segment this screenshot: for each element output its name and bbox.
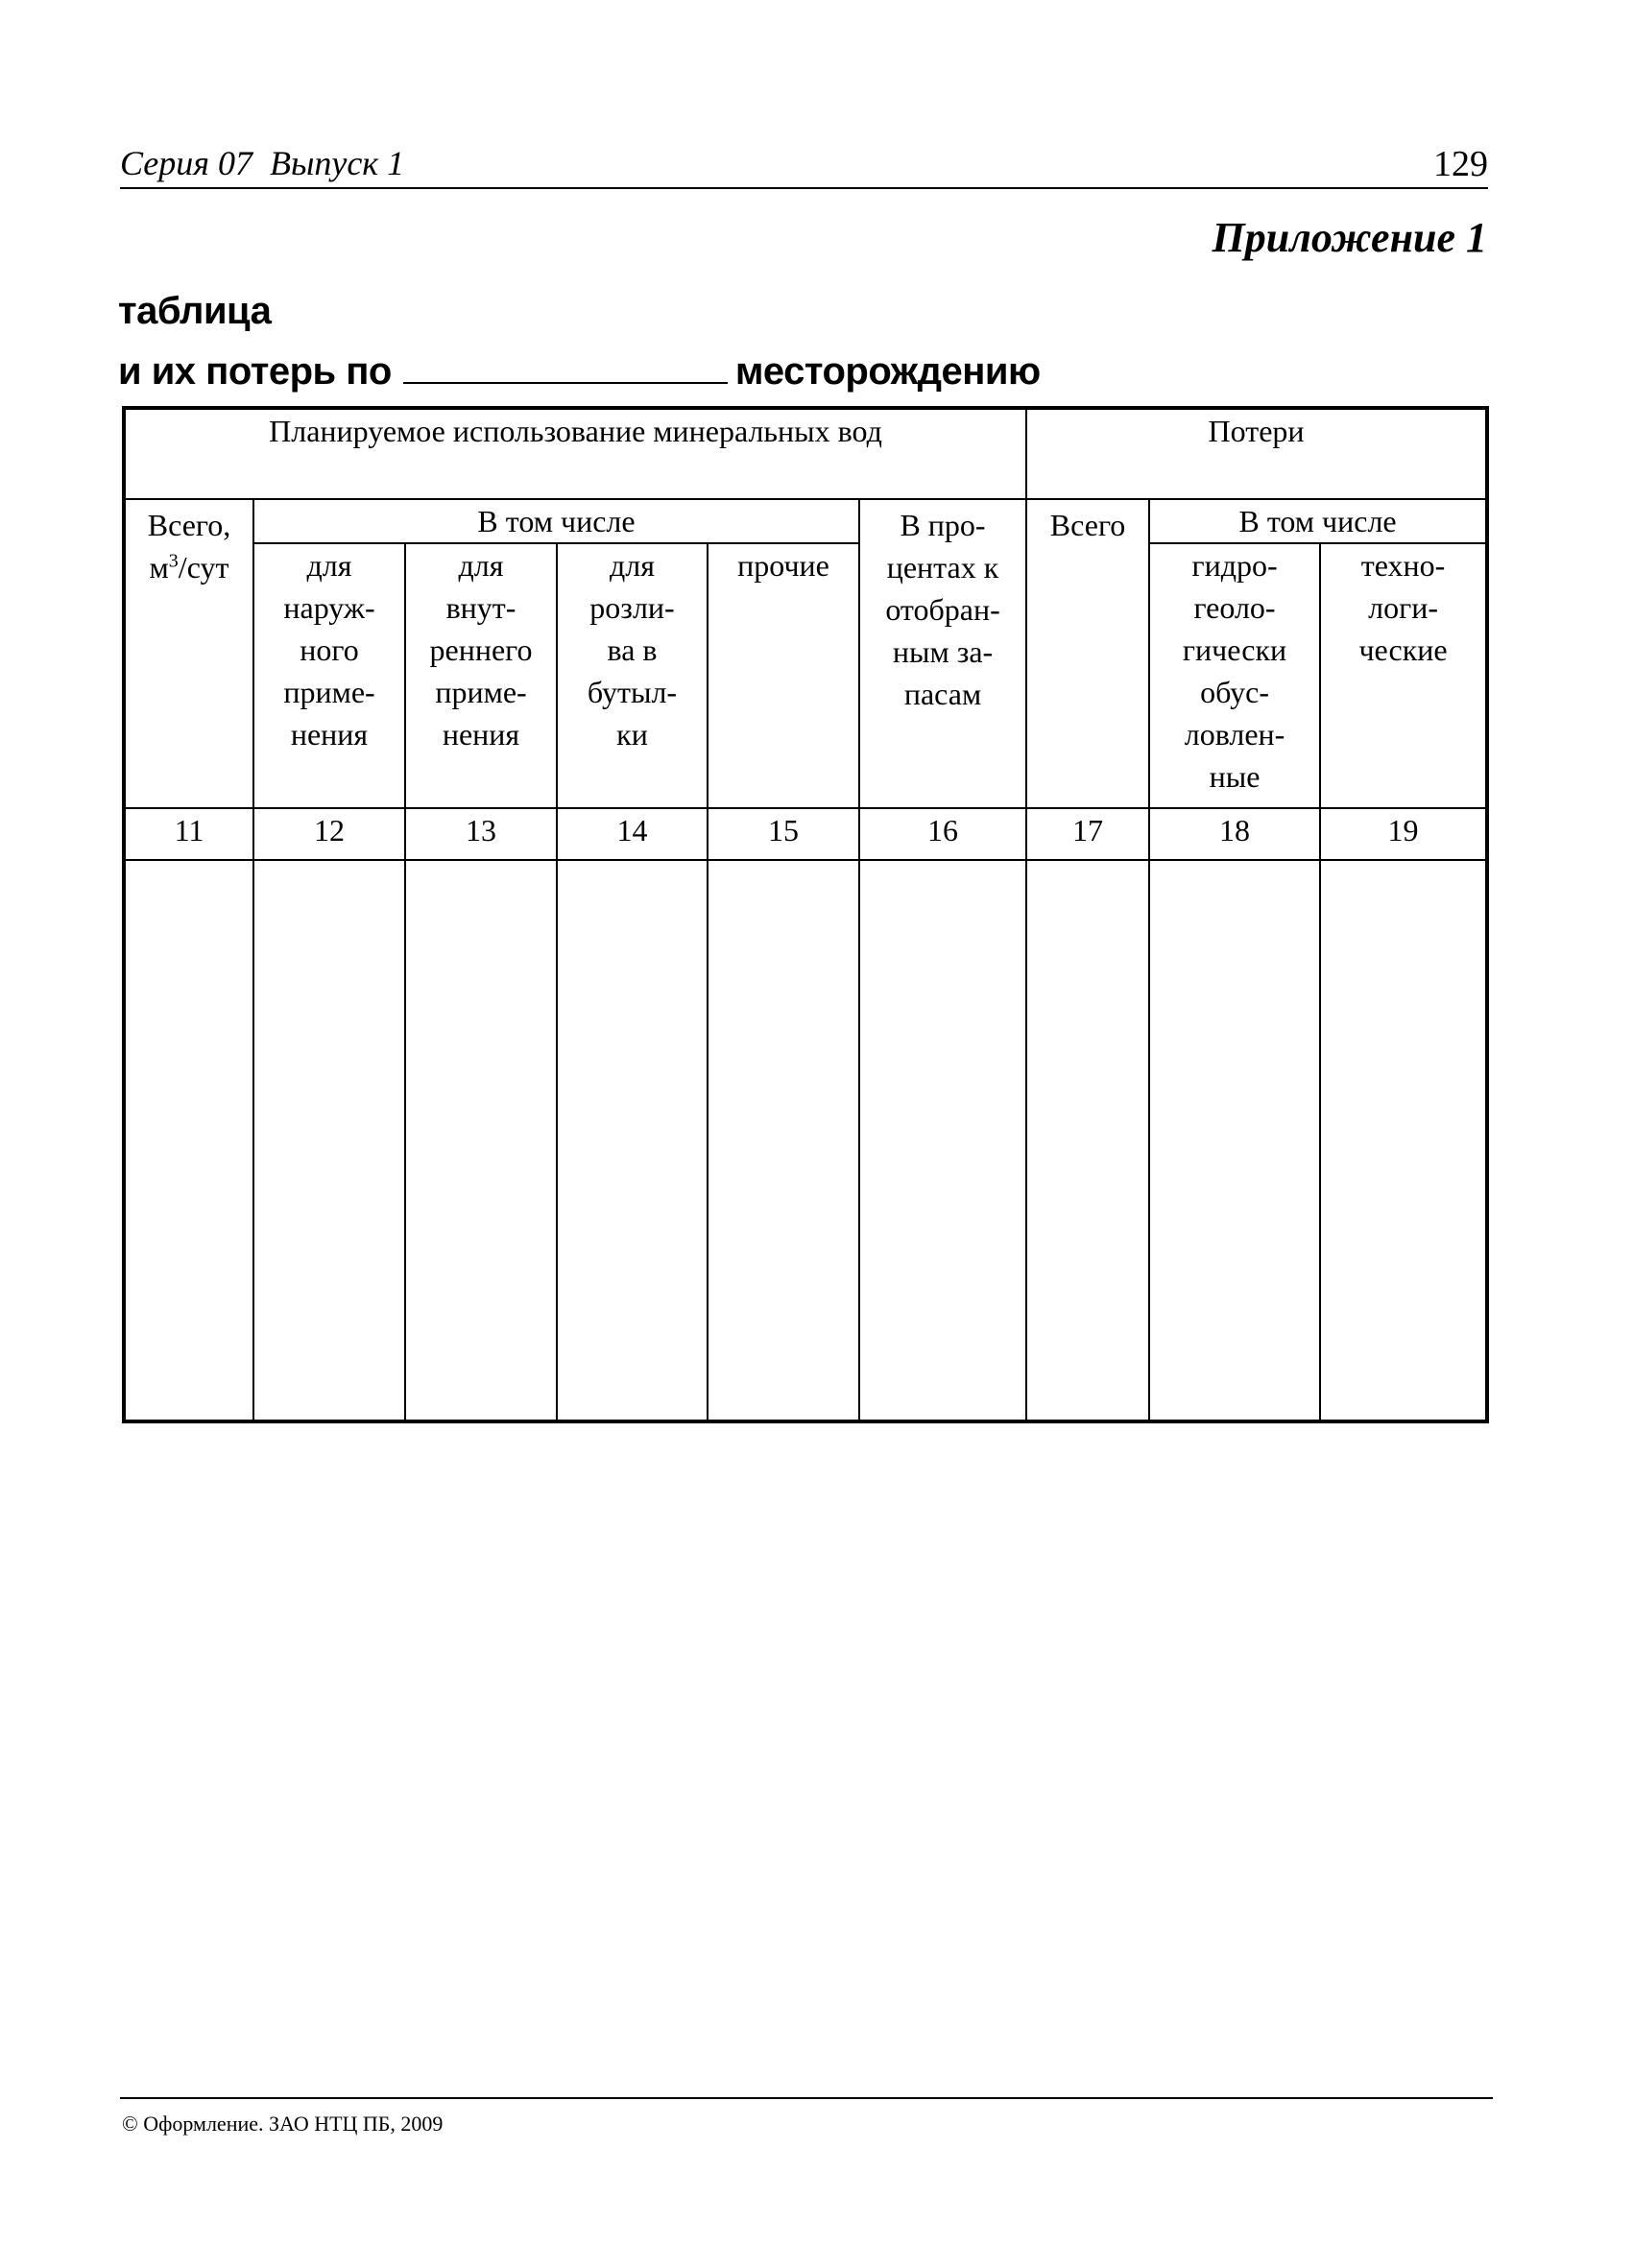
water-usage-table (122, 406, 1489, 1423)
empty-data-row (124, 860, 1487, 1421)
header-hydrogeological: гидро- геоло- гически обус- ловлен- ные (1149, 543, 1320, 808)
header-technological: техно- логи- ческие (1320, 543, 1487, 808)
header-percent-reserves: В про- центах к отобран- ным за- пасам (859, 499, 1026, 808)
data-cell (1149, 860, 1320, 1421)
header-losses: Потери (1026, 408, 1487, 499)
column-number: 13 (405, 808, 557, 860)
column-number: 12 (253, 808, 405, 860)
header-including-usage: В том числе (253, 499, 859, 543)
header-internal-use: для внут- реннего приме- нения (405, 543, 557, 808)
column-number: 18 (1149, 808, 1320, 860)
footer-divider (120, 2097, 1493, 2099)
title-line2-end: месторождению (734, 350, 1041, 393)
header-total-volume-unit: $м^3$/сут (149, 550, 229, 585)
footer-copyright: © Оформление. ЗАО НТЦ ПБ, 2009 (122, 2112, 444, 2136)
title-line2-start: и их потерь по (118, 350, 392, 393)
table-title-line2 (118, 349, 1041, 394)
header-total-volume (124, 499, 253, 808)
column-number: 19 (1320, 808, 1487, 860)
data-cell (708, 860, 859, 1421)
header-bottling: для розли- ва в бутыл- ки (557, 543, 708, 808)
data-cell (253, 860, 405, 1421)
page-number: 129 (1433, 144, 1488, 184)
series-label: Серия 07 Выпуск 1 (120, 144, 405, 182)
header-other: прочие (708, 543, 859, 808)
column-number: 16 (859, 808, 1026, 860)
data-cell (557, 860, 708, 1421)
data-cell (124, 860, 253, 1421)
header-outdoor-use: для наруж- ного приме- нения (253, 543, 405, 808)
header-including-losses: В том числе (1149, 499, 1487, 543)
column-number: 17 (1026, 808, 1149, 860)
running-header (120, 139, 1488, 189)
column-number: 11 (124, 808, 253, 860)
data-cell (405, 860, 557, 1421)
header-planned-usage: Планируемое использование минеральных вод (124, 408, 1026, 499)
column-numbers-row (124, 808, 1487, 860)
appendix-label: Приложение 1 (1212, 214, 1487, 261)
deposit-name-blank (403, 349, 728, 384)
header-losses-total: Всего (1026, 499, 1149, 808)
data-cell (1320, 860, 1487, 1421)
column-number: 14 (557, 808, 708, 860)
column-number: 15 (708, 808, 859, 860)
header-total-volume-label: Всего, (147, 508, 231, 542)
data-cell (859, 860, 1026, 1421)
data-cell (1026, 860, 1149, 1421)
table-title-line1: таблица (118, 290, 272, 332)
